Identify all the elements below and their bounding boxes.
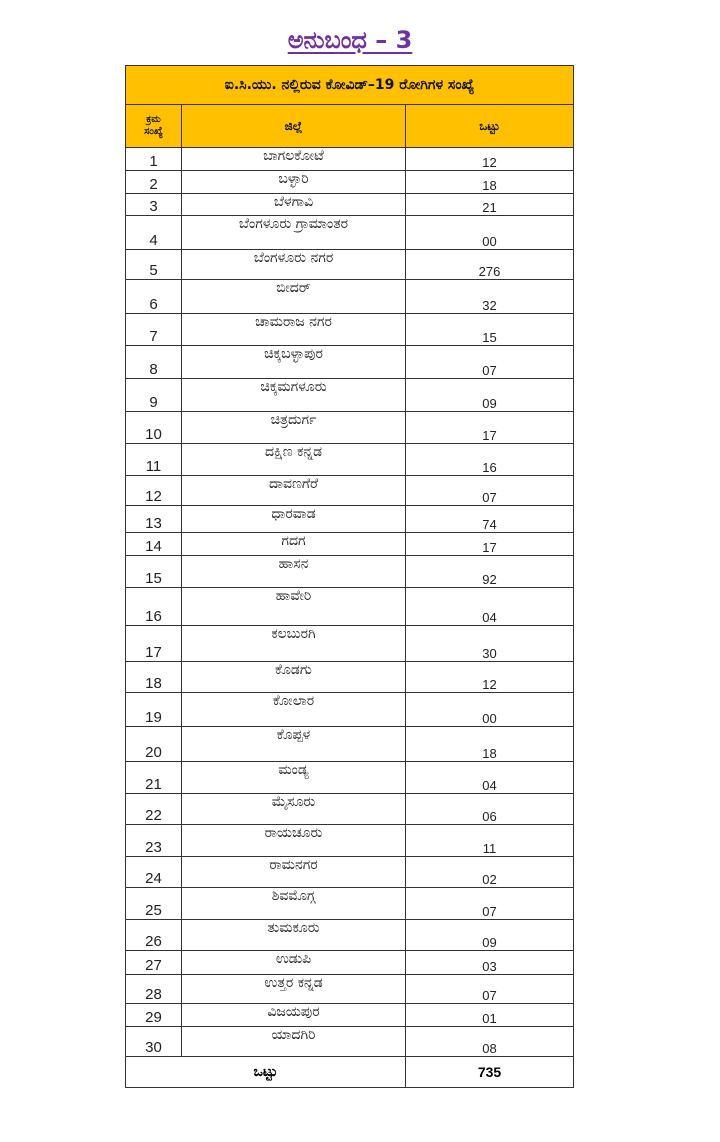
district-cell: ದಕ್ಷಿಣ ಕನ್ನಡ <box>182 444 406 476</box>
serial-cell: 18 <box>126 662 182 693</box>
serial-cell: 27 <box>126 951 182 975</box>
table-row <box>126 171 574 194</box>
district-cell: ಚಿಕ್ಕಮಗಳೂರು <box>182 379 406 412</box>
serial-cell: 6 <box>126 280 182 314</box>
count-cell: 00 <box>406 693 574 727</box>
header-serial-line2: ಸಂಖ್ಯೆ <box>144 126 163 137</box>
district-cell: ಚಿಕ್ಕಬಳ್ಳಾಪುರ <box>182 346 406 379</box>
count-cell: 12 <box>406 662 574 693</box>
count-cell: 09 <box>406 920 574 951</box>
header-district: ಜಿಲ್ಲೆ <box>182 105 406 148</box>
count-cell: 04 <box>406 762 574 794</box>
district-cell: ಬೆಂಗಳೂರು ನಗರ <box>182 250 406 280</box>
table-row <box>126 888 574 920</box>
serial-cell: 19 <box>126 693 182 727</box>
table-row <box>126 250 574 280</box>
header-total: ಒಟ್ಟು <box>406 105 574 148</box>
serial-cell: 5 <box>126 250 182 280</box>
serial-cell: 8 <box>126 346 182 379</box>
count-cell: 21 <box>406 194 574 216</box>
serial-cell: 25 <box>126 888 182 920</box>
district-cell: ಧಾರವಾಡ <box>182 506 406 533</box>
serial-cell: 3 <box>126 194 182 216</box>
serial-cell: 30 <box>126 1027 182 1057</box>
total-value: 735 <box>406 1057 574 1088</box>
table-total-row <box>126 1057 574 1088</box>
table-row <box>126 314 574 346</box>
district-cell: ರಾಮನಗರ <box>182 857 406 888</box>
count-cell: 11 <box>406 825 574 857</box>
table-row <box>126 588 574 626</box>
count-cell: 17 <box>406 533 574 556</box>
count-cell: 02 <box>406 857 574 888</box>
total-label: ಒಟ್ಟು <box>126 1057 406 1088</box>
serial-cell: 2 <box>126 171 182 194</box>
table-row <box>126 346 574 379</box>
serial-cell: 17 <box>126 626 182 662</box>
serial-cell: 4 <box>126 216 182 250</box>
table-row <box>126 727 574 762</box>
count-cell: 12 <box>406 148 574 171</box>
district-cell: ಬೀದರ್ <box>182 280 406 314</box>
count-cell: 09 <box>406 379 574 412</box>
table-row <box>126 920 574 951</box>
count-cell: 07 <box>406 476 574 506</box>
table-header-row <box>126 105 574 148</box>
table-caption-row <box>126 66 574 105</box>
table-row <box>126 693 574 727</box>
district-cell: ಯಾದಗಿರಿ <box>182 1027 406 1057</box>
page-title: ಅನುಬಂಧ – 3 <box>287 26 413 54</box>
count-cell: 32 <box>406 280 574 314</box>
header-serial-line1: ಕ್ರಮ <box>146 114 161 125</box>
table-row <box>126 148 574 171</box>
count-cell: 06 <box>406 794 574 825</box>
table-row <box>126 951 574 975</box>
district-cell: ವಿಜಯಪುರ <box>182 1004 406 1027</box>
table-row <box>126 1027 574 1057</box>
count-cell: 18 <box>406 727 574 762</box>
serial-cell: 28 <box>126 975 182 1004</box>
district-cell: ದಾವಣಗೆರೆ <box>182 476 406 506</box>
district-cell: ಉತ್ತರ ಕನ್ನಡ <box>182 975 406 1004</box>
table-caption: ಐ.ಸಿ.ಯು. ನಲ್ಲಿರುವ ಕೋವಿಡ್–19 ರೋಗಿಗಳ ಸಂಖ್ಯೆ <box>126 66 574 105</box>
district-cell: ಕಲಬುರಗಿ <box>182 626 406 662</box>
serial-cell: 24 <box>126 857 182 888</box>
count-cell: 08 <box>406 1027 574 1057</box>
serial-cell: 1 <box>126 148 182 171</box>
table-row <box>126 762 574 794</box>
count-cell: 04 <box>406 588 574 626</box>
count-cell: 17 <box>406 412 574 444</box>
table-row <box>126 857 574 888</box>
table-row <box>126 556 574 588</box>
count-cell: 15 <box>406 314 574 346</box>
serial-cell: 26 <box>126 920 182 951</box>
district-cell: ತುಮಕೂರು <box>182 920 406 951</box>
table-row <box>126 280 574 314</box>
table-row <box>126 444 574 476</box>
serial-cell: 7 <box>126 314 182 346</box>
district-cell: ಹಾಸನ <box>182 556 406 588</box>
serial-cell: 16 <box>126 588 182 626</box>
serial-cell: 13 <box>126 506 182 533</box>
district-cell: ಉಡುಪಿ <box>182 951 406 975</box>
table-row <box>126 794 574 825</box>
serial-cell: 14 <box>126 533 182 556</box>
count-cell: 07 <box>406 888 574 920</box>
serial-cell: 21 <box>126 762 182 794</box>
table-row <box>126 825 574 857</box>
district-cell: ಮೈಸೂರು <box>182 794 406 825</box>
count-cell: 30 <box>406 626 574 662</box>
district-cell: ಶಿವಮೊಗ್ಗ <box>182 888 406 920</box>
serial-cell: 22 <box>126 794 182 825</box>
district-cell: ಬೆಂಗಳೂರು ಗ್ರಾಮಾಂತರ <box>182 216 406 250</box>
table-row <box>126 1004 574 1027</box>
icu-covid-table <box>125 65 574 1088</box>
serial-cell: 20 <box>126 727 182 762</box>
table-row <box>126 662 574 693</box>
table-row <box>126 533 574 556</box>
district-cell: ಕೋಲಾರ <box>182 693 406 727</box>
district-cell: ಚಾಮರಾಜ ನಗರ <box>182 314 406 346</box>
table-row <box>126 412 574 444</box>
count-cell: 07 <box>406 346 574 379</box>
serial-cell: 29 <box>126 1004 182 1027</box>
district-cell: ಕೊಡಗು <box>182 662 406 693</box>
count-cell: 18 <box>406 171 574 194</box>
count-cell: 00 <box>406 216 574 250</box>
district-cell: ಬಳ್ಳಾರಿ <box>182 171 406 194</box>
serial-cell: 23 <box>126 825 182 857</box>
count-cell: 03 <box>406 951 574 975</box>
district-cell: ಮಂಡ್ಯ <box>182 762 406 794</box>
district-cell: ರಾಯಚೂರು <box>182 825 406 857</box>
table-row <box>126 476 574 506</box>
table-row <box>126 216 574 250</box>
district-cell: ಕೊಪ್ಪಳ <box>182 727 406 762</box>
table-row <box>126 379 574 412</box>
serial-cell: 10 <box>126 412 182 444</box>
count-cell: 276 <box>406 250 574 280</box>
district-cell: ಬೆಳಗಾವಿ <box>182 194 406 216</box>
district-cell: ಹಾವೇರಿ <box>182 588 406 626</box>
district-cell: ಗದಗ <box>182 533 406 556</box>
count-cell: 01 <box>406 1004 574 1027</box>
table-row <box>126 626 574 662</box>
serial-cell: 12 <box>126 476 182 506</box>
table-row <box>126 506 574 533</box>
count-cell: 74 <box>406 506 574 533</box>
district-cell: ಚಿತ್ರದುರ್ಗ <box>182 412 406 444</box>
serial-cell: 9 <box>126 379 182 412</box>
district-cell: ಬಾಗಲಕೋಟೆ <box>182 148 406 171</box>
table-row <box>126 194 574 216</box>
serial-cell: 11 <box>126 444 182 476</box>
serial-cell: 15 <box>126 556 182 588</box>
count-cell: 07 <box>406 975 574 1004</box>
table-row <box>126 975 574 1004</box>
count-cell: 16 <box>406 444 574 476</box>
count-cell: 92 <box>406 556 574 588</box>
header-serial <box>126 105 182 148</box>
